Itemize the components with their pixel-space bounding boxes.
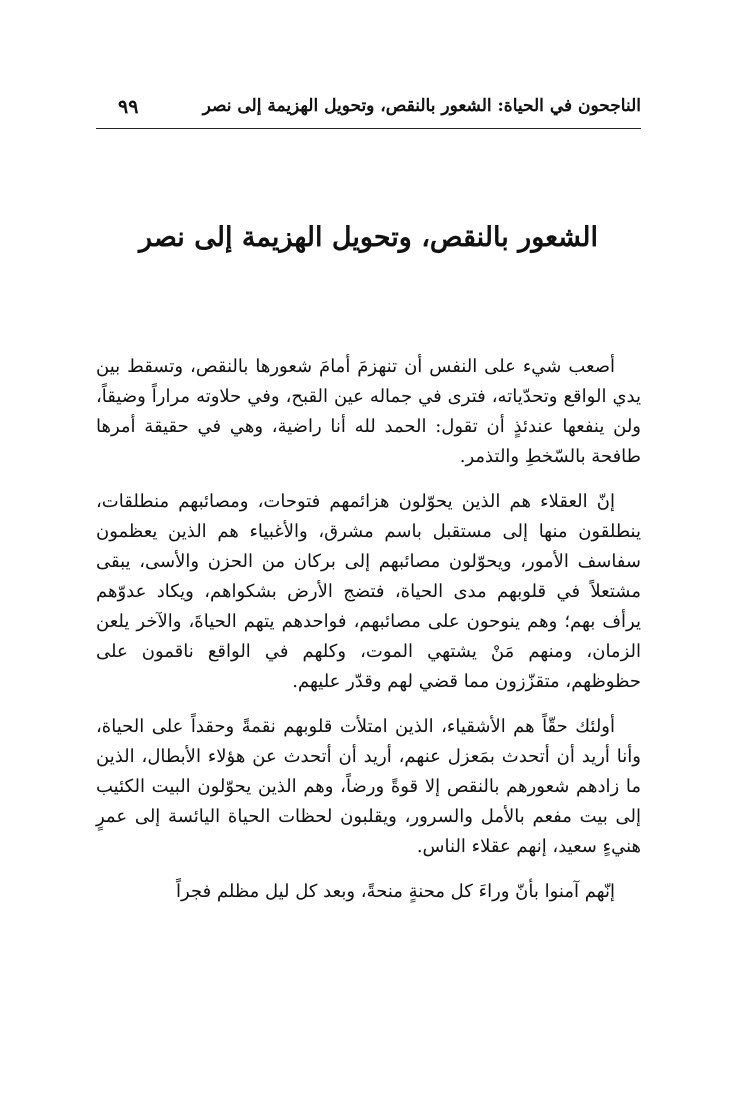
paragraph: إنّهم آمنوا بأنّ وراءَ كل محنةٍ منحةً، وبعد كل ليل مظلم فجراً [176, 881, 615, 902]
body-text [96, 352, 641, 922]
page-number: ٩٩ [118, 96, 139, 118]
paragraph: أصعب شيء على النفس أن تنهزمَ أمامَ شعورها بالنقص، وتسقط بين يدي الواقع وتحدّياته، فترى في جماله عين القبح، وفي حلاوته مراراً وضيقاً، ولن ينفعها عندئذٍ أن تقول: الحمد لله أنا راضية، وهي في حقيقة أمرها طافحة بالسّخطِ والتذمر. [96, 356, 641, 467]
paragraph: إنّ العقلاء هم الذين يحوّلون هزائمهم فتوحات، ومصائبهم منطلقات، ينطلقون منها إلى مستقبل باسم مشرق، والأغبياء هم الذين يعظمون سفاسف الأمور، ويحوّلون مصائبهم إلى بركان من الحزن والأسى، يبقى مشتعلاً في قلوبهم مدى الحياة، فتضج الأرض بشكواهم، ويكاد عدوّهم يرأف بهم؛ وهم ينوحون على مصائبهم، فواحدهم يتهم الحياةَ، والآخر يلعن الزمان، ومنهم مَنْ يشتهي الموت، وكلهم في الواقع ناقمون على حظوظهم، متقزّزون مما قضي لهم وقدّر عليهم. [96, 491, 641, 692]
chapter-title: الشعور بالنقص، وتحويل الهزيمة إلى نصر [138, 222, 598, 253]
running-header [96, 94, 641, 129]
paragraph: أولئك حقّاً هم الأشقياء، الذين امتلأت قلوبهم نقمةً وحقداً على الحياة، وأنا أريد أن أتحدث بمَعزل عنهم، أريد أن أتحدث عن هؤلاء الأبطال، الذين ما زادهم شعورهم بالنقص إلا قوةً ورضاً، وهم الذين يحوّلون البيت الكئيب إلى بيت مفعم بالأمل والسرور، ويقلبون لحظات الحياة اليائسة إلى عمرٍ هنيءٍ سعيد، إنهم عقلاء الناس. [96, 716, 641, 857]
running-title: الناجحون في الحياة: الشعور بالنقص، وتحويل الهزيمة إلى نصر [202, 96, 641, 116]
